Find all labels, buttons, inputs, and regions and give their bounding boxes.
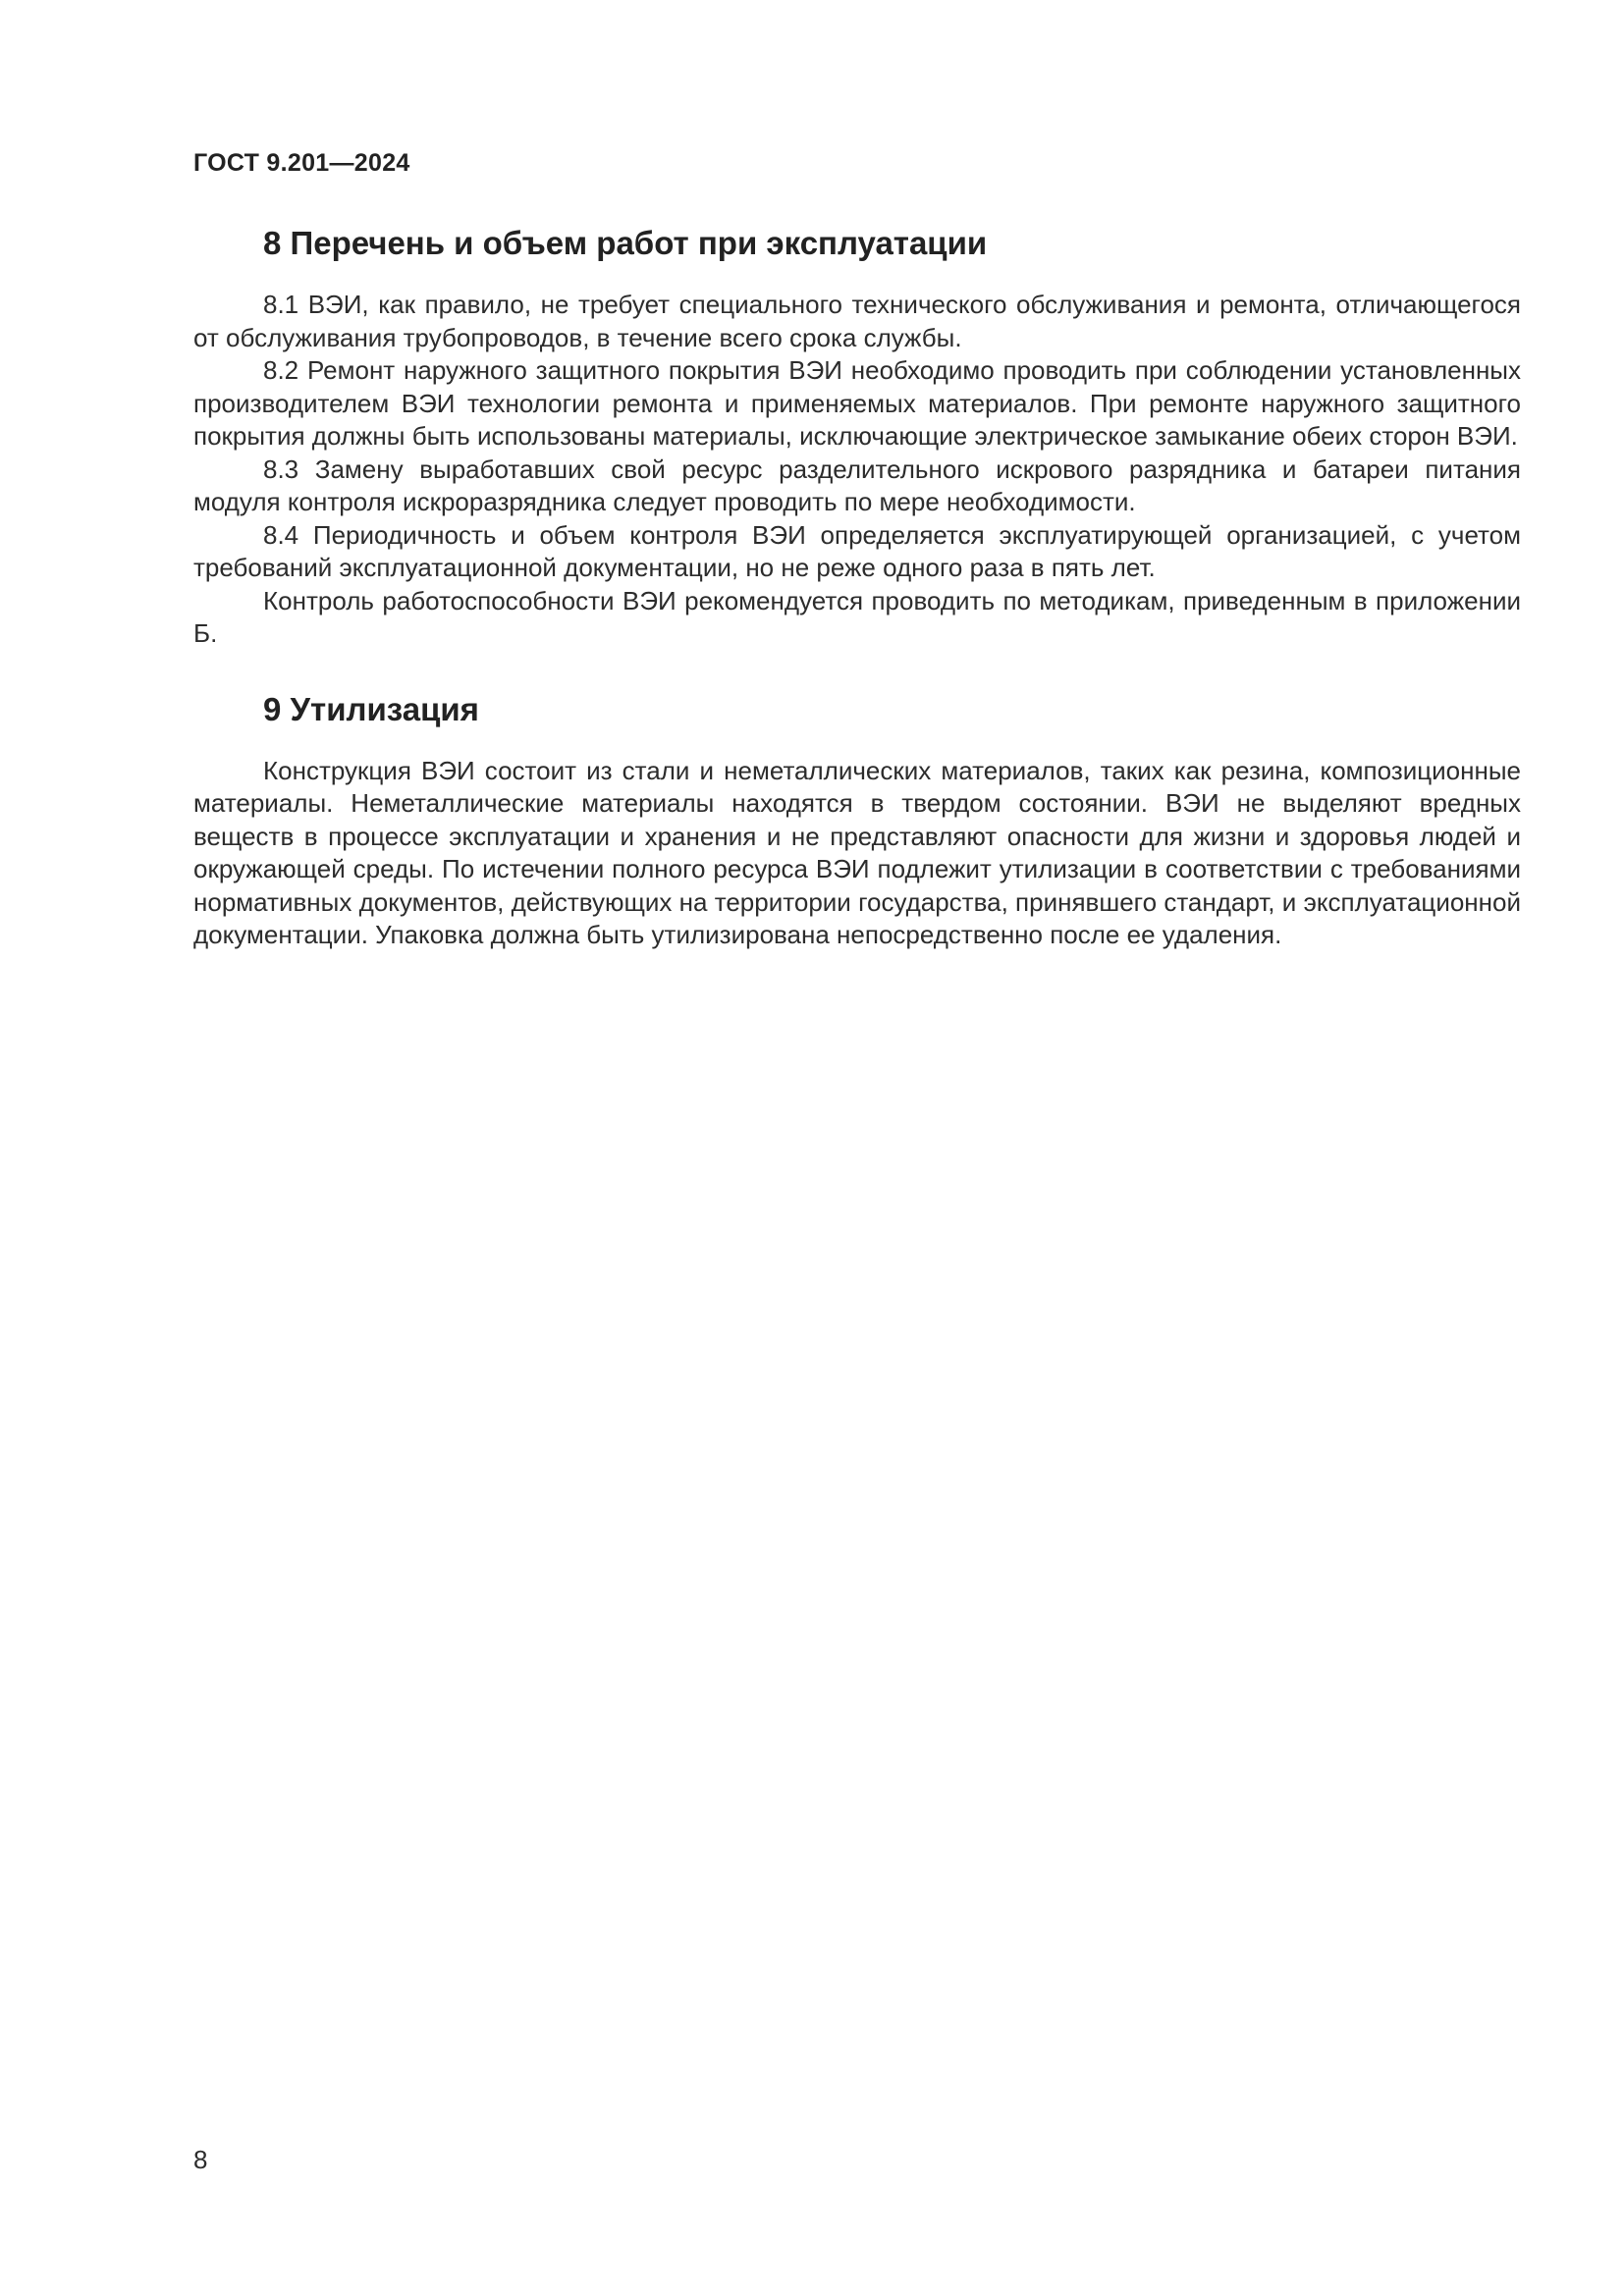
section-9-disposal	[193, 690, 1521, 952]
page-number: 8	[193, 2145, 208, 2174]
section-title: 8 Перечень и объем работ при эксплуатации	[263, 225, 988, 261]
document-code-header: ГОСТ 9.201—2024	[193, 149, 410, 177]
paragraph-8-4-continued: Контроль работоспособности ВЭИ рекомендуется проводить по методикам, приведенным в приложении Б.	[193, 585, 1521, 648]
paragraph-8-1: 8.1 ВЭИ, как правило, не требует специального технического обслуживания и ремонта, отличающегося от обслуживания трубопроводов, в течение всего срока службы.	[193, 290, 1521, 352]
section-title: 9 Утилизация	[263, 690, 479, 727]
paragraph-8-2: 8.2 Ремонт наружного защитного покрытия ВЭИ необходимо проводить при соблюдении установленных производителем ВЭИ технологии ремонта и применяемых материалов. При ремонте наружного защитного покрытия должны быть использованы материалы, исключающие электрическое замыкание обеих сторон ВЭИ.	[193, 355, 1521, 451]
paragraph-9-1: Конструкция ВЭИ состоит из стали и неметаллических материалов, таких как резина, композиционные материалы. Неметаллические материалы находятся в твердом состоянии. ВЭИ не выделяют вредных веществ в процессе эксплуатации и хранения и не представляют опасности для жизни и здоровья людей и окружающей среды. По истечении полного ресурса ВЭИ подлежит утилизации в соответствии с требованиями нормативных документов, действующих на территории государства, принявшего стандарт, и эксплуатационной документации. Упаковка должна быть утилизирована непосредственно после ее удаления.	[193, 755, 1521, 949]
section-8-maintenance	[193, 224, 1521, 651]
document-body	[193, 224, 1521, 952]
paragraph-8-3: 8.3 Замену выработавших свой ресурс разделительного искрового разрядника и батареи питания модуля контроля искроразрядника следует проводить по мере необходимости.	[193, 454, 1521, 516]
paragraph-8-4: 8.4 Периодичность и объем контроля ВЭИ определяется эксплуатирующей организацией, с учетом требований эксплуатационной документации, но не реже одного раза в пять лет.	[193, 519, 1521, 582]
